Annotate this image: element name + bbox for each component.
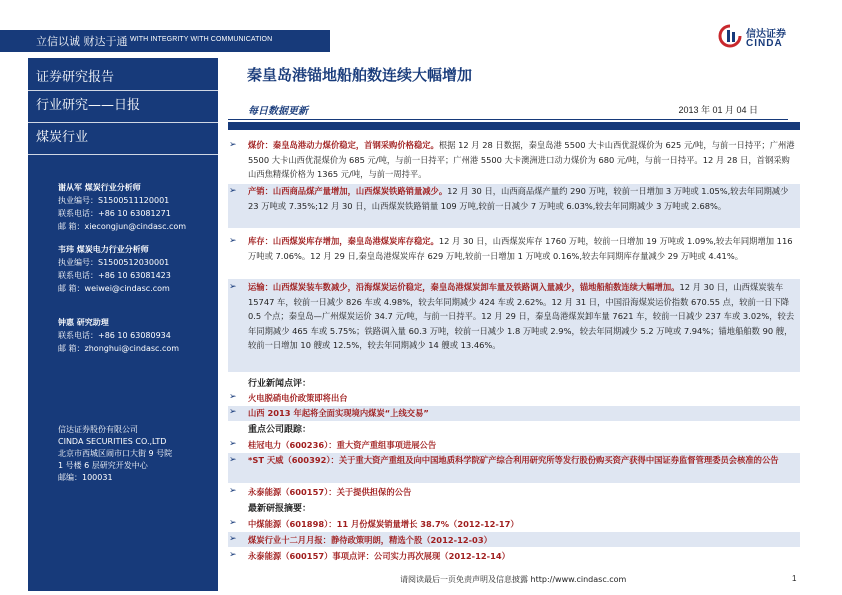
company-item[interactable]: 桂冠电力（600236）：重大资产重组事项进展公告 bbox=[248, 440, 437, 450]
analyst-email: 邮 箱：zhonghui@cindasc.com bbox=[58, 344, 180, 353]
bullet-arrow-icon: ➢ bbox=[229, 407, 237, 417]
report-date: 2013 年 01 月 04 日 bbox=[678, 105, 758, 115]
bullet-arrow-icon: ➢ bbox=[229, 455, 237, 465]
analyst-cert: 执业编号：S1500512030001 bbox=[58, 258, 170, 267]
paragraph-transport bbox=[248, 280, 798, 353]
paragraph-text: 根据 12 月 28 日数据，秦皇岛港 5500 大卡山西优混煤价为 625 元/吨，与前一日持平；广州港 5500 大卡山西优混煤价为 685 元/吨，与前一日持平；广州港 5500 大卡澳洲进口动力煤价为 680 元/吨，与前一日持平。12 月 28 日，首钢采购山西焦精煤价格为 1365 元/吨，与前一周持平。 bbox=[248, 140, 795, 180]
analyst-1 bbox=[58, 181, 186, 233]
analyst-phone: 联系电话：+86 10 63081271 bbox=[58, 209, 171, 218]
header bbox=[0, 0, 842, 52]
bullet-arrow-icon: ➢ bbox=[229, 439, 237, 449]
subheader bbox=[228, 98, 788, 120]
analyst-2 bbox=[58, 243, 171, 295]
bullet-arrow-icon: ➢ bbox=[229, 282, 237, 292]
analyst-3 bbox=[58, 316, 179, 355]
company-info bbox=[58, 424, 172, 484]
paragraph-inventory bbox=[248, 234, 798, 263]
analyst-name: 谢从军 煤炭行业分析师 bbox=[58, 183, 141, 192]
bullet-arrow-icon: ➢ bbox=[229, 140, 237, 150]
logo-cn: 信达证券 bbox=[746, 29, 786, 40]
analyst-name: 钟惠 研究助理 bbox=[58, 318, 109, 327]
sidebar-item-category: 行业研究——日报 bbox=[28, 91, 218, 121]
section-company-title: 重点公司跟踪： bbox=[248, 425, 312, 435]
paragraph-lead: 库存：山西煤炭库存增加，秦皇岛港煤炭库存稳定。 bbox=[248, 236, 439, 246]
research-item[interactable]: 永泰能源（600157）事项点评：公司实力再次展现（2012-12-14） bbox=[248, 551, 510, 561]
news-item[interactable]: 火电脱硝电价政策即将出台 bbox=[248, 393, 348, 403]
paragraph-lead: 煤价：秦皇岛港动力煤价稳定，首钢采购价格稳定。 bbox=[248, 140, 439, 150]
slogan-en: WITH INTEGRITY WITH COMMUNICATION bbox=[130, 36, 273, 43]
content-top-rule bbox=[228, 122, 800, 130]
slogan-cn: 立信以诚 财达于通 bbox=[36, 35, 128, 48]
analyst-email: 邮 箱：weiwei@cindasc.com bbox=[58, 284, 170, 293]
bullet-arrow-icon: ➢ bbox=[229, 550, 237, 560]
company-address: 北京市西城区闹市口大街 9 号院 bbox=[58, 449, 173, 458]
subhead-label: 每日数据更新 bbox=[248, 106, 308, 117]
bullet-arrow-icon: ➢ bbox=[229, 518, 237, 528]
company-address-2: 1 号楼 6 层研究开发中心 bbox=[58, 461, 148, 470]
sidebar-divider bbox=[28, 154, 218, 155]
paragraph-lead: 产销：山西商品煤产量增加，山西煤炭铁路销量减少。 bbox=[248, 186, 448, 196]
company-name-en: CINDA SECURITIES CO.,LTD bbox=[58, 437, 167, 446]
company-item[interactable]: *ST 天威（600392）：关于重大资产重组及向中国地质科学院矿产综合利用研究所等发行股份购买资产获得中国证券监督管理委员会核准的公告 bbox=[248, 455, 779, 465]
bullet-arrow-icon: ➢ bbox=[229, 392, 237, 402]
news-item[interactable]: 山西 2013 年起将全面实现境内煤炭“上线交易” bbox=[248, 408, 429, 418]
analyst-name: 韦玮 煤炭电力行业分析师 bbox=[58, 245, 149, 254]
report-title: 秦皇岛港锚地船舶数连续大幅增加 bbox=[247, 66, 473, 84]
cinda-logo-icon bbox=[718, 24, 742, 48]
paragraph-text: 12 月 30 日，山西商品煤产量约 290 万吨，较前一日增加 3 万吨或 1.05%,较去年同期减少 23 万吨或 7.35%;12 月 30 日，山西煤炭铁路销量 109 万吨,较前一日减少 7 万吨或 6.03%,较去年同期减少 3 万吨或 2.68%。 bbox=[248, 186, 789, 211]
paragraph-price bbox=[248, 138, 798, 182]
research-item[interactable]: 中煤能源（601898）：11 月份煤炭销量增长 38.7%（2012-12-17） bbox=[248, 519, 519, 529]
logo-en: CINDA bbox=[746, 38, 783, 49]
analyst-cert: 执业编号：S1500511120001 bbox=[58, 196, 170, 205]
analyst-phone: 联系电话：+86 10 63080934 bbox=[58, 331, 171, 340]
company-item[interactable]: 永泰能源（600157）：关于提供担保的公告 bbox=[248, 487, 412, 497]
company-postcode: 邮编：100031 bbox=[58, 473, 113, 482]
paragraph-text: 12 月 30 日，山西煤炭装车 15747 车，较前一日减少 826 车或 4.98%，较去年同期减少 424 车或 2.62%。12 月 31 日，中国沿海煤炭运价指数 670.55 点，较前一日下降 0.5 个点；秦皇岛—广州煤炭运价 34.7 元/吨，与前一日持平。12 月 29 日，秦皇岛港煤炭卸车量 7621 车，较前一日减少 237 车或 3.02%，较去年同期减少 465 车或 5.75%；铁路调入量 60.3 万吨，较前一日减少 1.8 万吨或 2.9%，较去年同期减少 5.2 万吨或 7.94%；锚地船舶数 90 艘，较前一日增加 10 艘或 12.5%，较去年同期减少 14 艘或 13.46%。 bbox=[248, 282, 795, 351]
company-name-cn: 信达证券股份有限公司 bbox=[58, 425, 138, 434]
bullet-arrow-icon: ➢ bbox=[229, 534, 237, 544]
paragraph-lead: 运输：山西煤炭装车数减少，沿海煤炭运价稳定，秦皇岛港煤炭卸车量及铁路调入量减少，锚地船舶数连续大幅增加。 bbox=[248, 282, 680, 292]
sidebar-item-report-type: 证券研究报告 bbox=[28, 58, 218, 98]
bullet-arrow-icon: ➢ bbox=[229, 186, 237, 196]
analyst-phone: 联系电话：+86 10 63081423 bbox=[58, 271, 171, 280]
company-logo bbox=[718, 22, 808, 52]
paragraph-text: 12 月 30 日，山西煤炭库存 1760 万吨，较前一日增加 19 万吨或 1.09%,较去年同期增加 116 万吨或 7.06%。12 月 29 日,秦皇岛港煤炭库存 629 万吨,较前一日增加 1 万吨或 0.16%,较去年同期库存量减少 29 万吨或 4.41%。 bbox=[248, 236, 793, 261]
bullet-arrow-icon: ➢ bbox=[229, 486, 237, 496]
page-number: 1 bbox=[792, 574, 797, 583]
bullet-arrow-icon: ➢ bbox=[229, 236, 237, 246]
research-item[interactable]: 煤炭行业十二月月报：静待政策明朗，精选个股（2012-12-03） bbox=[248, 535, 492, 545]
paragraph-production bbox=[248, 184, 798, 213]
sidebar-item-industry: 煤炭行业 bbox=[28, 123, 218, 153]
section-research-title: 最新研报摘要： bbox=[248, 504, 312, 514]
disclaimer-footer[interactable]: 请阅读最后一页免责声明及信息披露 http://www.cindasc.com bbox=[400, 575, 627, 584]
section-news-title: 行业新闻点评： bbox=[248, 379, 312, 389]
analyst-email: 邮 箱：xiecongjun@cindasc.com bbox=[58, 222, 187, 231]
